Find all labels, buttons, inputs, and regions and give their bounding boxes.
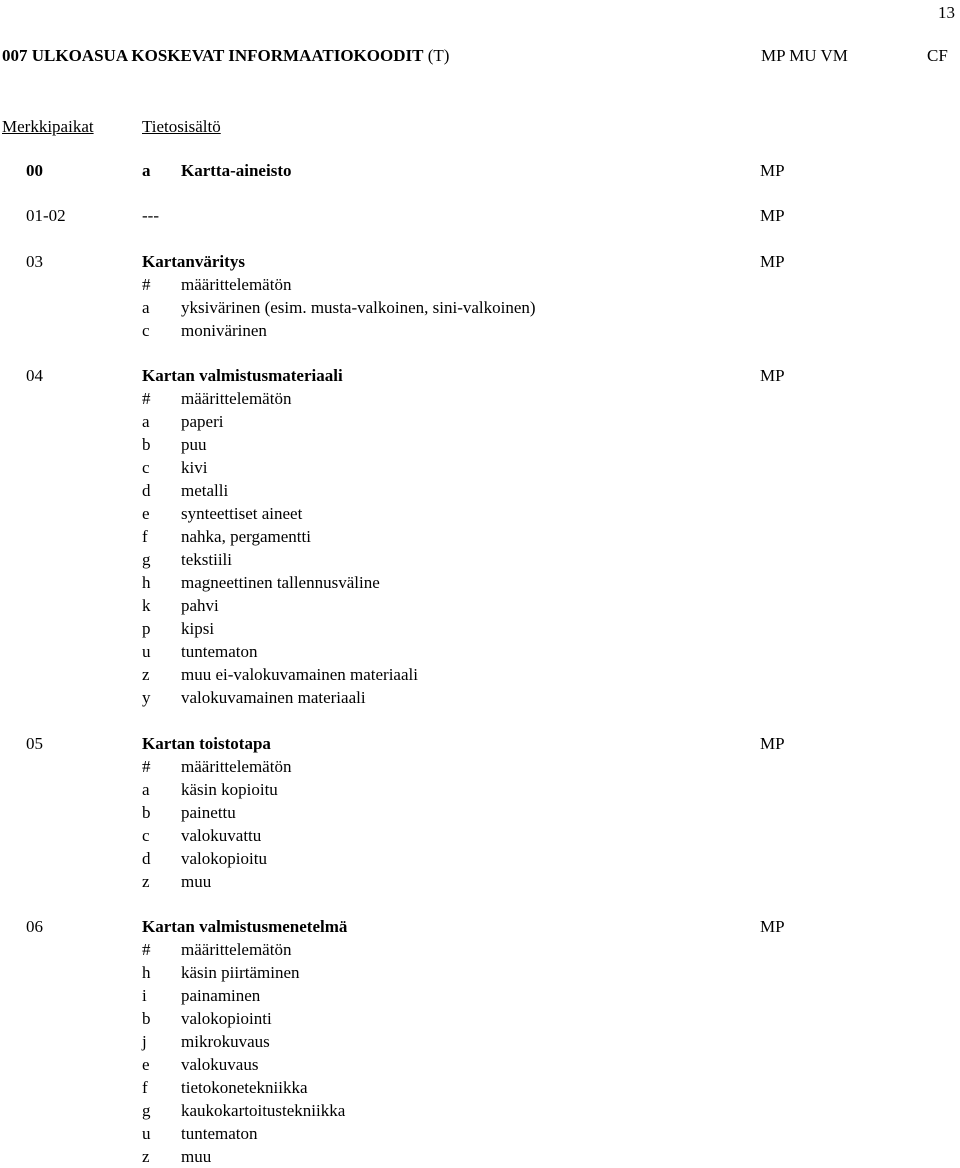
- code-description: yksivärinen (esim. musta-valkoinen, sini-valkoinen): [181, 298, 536, 317]
- code-row: [0, 1030, 960, 1053]
- code-description: magneettinen tallennusväline: [181, 573, 380, 592]
- code-value: c: [142, 826, 150, 845]
- code-value: y: [142, 688, 151, 707]
- format-columns: MP MU VM: [761, 46, 848, 65]
- position-05-block: [0, 732, 960, 893]
- code-description: nahka, pergamentti: [181, 527, 311, 546]
- code-description: muu: [181, 872, 212, 891]
- code-description: tuntematon: [181, 1124, 258, 1143]
- code-value: c: [142, 321, 150, 340]
- code-row: [0, 1053, 960, 1076]
- code-value: z: [142, 872, 150, 891]
- code-value: f: [142, 1078, 148, 1097]
- code-value: e: [142, 1055, 150, 1074]
- code-value: a: [142, 412, 150, 431]
- position-number: 06: [26, 917, 43, 936]
- position-text: Kartta-aineisto: [181, 161, 292, 180]
- page-number: 13: [938, 3, 955, 22]
- mp-label: MP: [760, 366, 785, 385]
- code-row: [0, 525, 960, 548]
- code-value: z: [142, 1147, 150, 1166]
- code-row: [0, 984, 960, 1007]
- code-value: k: [142, 596, 151, 615]
- code-row: [0, 594, 960, 617]
- section-heading: Kartan toistotapa: [142, 734, 271, 753]
- code-row: [0, 479, 960, 502]
- code-value: #: [142, 940, 151, 959]
- code-row: [0, 1099, 960, 1122]
- code-row: [0, 617, 960, 640]
- mp-label: MP: [760, 161, 785, 180]
- code-row: [0, 778, 960, 801]
- code-row: [0, 502, 960, 525]
- code-value: d: [142, 849, 151, 868]
- code-description: painaminen: [181, 986, 261, 1005]
- position-06-block: [0, 915, 960, 1168]
- code-value: #: [142, 757, 151, 776]
- code-row: [0, 1122, 960, 1145]
- code-row: [0, 686, 960, 709]
- position-row: [0, 159, 960, 182]
- code-description: kaukokartoitustekniikka: [181, 1101, 346, 1120]
- code-description: määrittelemätön: [181, 275, 292, 294]
- code-row: [0, 801, 960, 824]
- code-row: [0, 296, 960, 319]
- code-description: monivärinen: [181, 321, 267, 340]
- mp-label: MP: [760, 252, 785, 271]
- code-row: [0, 548, 960, 571]
- format-cf: CF: [927, 46, 948, 65]
- code-row: [0, 571, 960, 594]
- field-header: [2, 46, 952, 68]
- code-description: muu: [181, 1147, 212, 1166]
- code-value: g: [142, 550, 151, 569]
- position-04-block: [0, 364, 960, 709]
- code-row: [0, 870, 960, 893]
- code-row: [0, 938, 960, 961]
- code-row: [0, 961, 960, 984]
- code-row: [0, 1007, 960, 1030]
- position-number: 00: [26, 161, 43, 180]
- code-description: mikrokuvaus: [181, 1032, 270, 1051]
- code-value: b: [142, 435, 151, 454]
- section-heading: Kartan valmistusmenetelmä: [142, 917, 348, 936]
- section-heading: Kartan valmistusmateriaali: [142, 366, 343, 385]
- code-row: [0, 640, 960, 663]
- code-description: pahvi: [181, 596, 219, 615]
- code-row: [0, 433, 960, 456]
- position-code: a: [142, 161, 151, 180]
- code-value: a: [142, 780, 150, 799]
- code-value: p: [142, 619, 151, 638]
- code-description: tekstiili: [181, 550, 232, 569]
- mp-label: MP: [760, 734, 785, 753]
- code-row: [0, 273, 960, 296]
- code-value: h: [142, 573, 151, 592]
- code-row: [0, 755, 960, 778]
- code-description: valokuvattu: [181, 826, 262, 845]
- code-description: painettu: [181, 803, 236, 822]
- code-value: u: [142, 1124, 151, 1143]
- section-heading: Kartanväritys: [142, 252, 245, 271]
- code-description: tuntematon: [181, 642, 258, 661]
- code-value: a: [142, 298, 150, 317]
- code-row: [0, 456, 960, 479]
- field-title: [2, 46, 449, 66]
- code-value: h: [142, 963, 151, 982]
- position-0102-block: [0, 204, 960, 227]
- code-description: puu: [181, 435, 207, 454]
- code-description: valokuvaus: [181, 1055, 259, 1074]
- section-heading-row: [0, 732, 960, 755]
- code-row: [0, 1076, 960, 1099]
- section-heading-row: [0, 915, 960, 938]
- code-description: valokopioitu: [181, 849, 267, 868]
- column-header-positions: Merkkipaikat: [2, 117, 94, 136]
- code-value: b: [142, 1009, 151, 1028]
- position-code: ---: [142, 206, 159, 225]
- code-value: e: [142, 504, 150, 523]
- position-number: 01-02: [26, 206, 66, 225]
- code-row: [0, 824, 960, 847]
- position-03-block: [0, 250, 960, 342]
- code-value: c: [142, 458, 150, 477]
- code-description: määrittelemätön: [181, 757, 292, 776]
- section-heading-row: [0, 250, 960, 273]
- code-value: b: [142, 803, 151, 822]
- code-value: u: [142, 642, 151, 661]
- position-00-block: [0, 159, 960, 182]
- position-number: 04: [26, 366, 43, 385]
- code-description: kipsi: [181, 619, 215, 638]
- code-description: määrittelemätön: [181, 389, 292, 408]
- mp-label: MP: [760, 917, 785, 936]
- mp-label: MP: [760, 206, 785, 225]
- code-row: [0, 847, 960, 870]
- code-row: [0, 319, 960, 342]
- code-description: valokuvamainen materiaali: [181, 688, 366, 707]
- position-number: 03: [26, 252, 43, 271]
- code-description: metalli: [181, 481, 229, 500]
- code-description: synteettiset aineet: [181, 504, 303, 523]
- code-value: z: [142, 665, 150, 684]
- field-title-suffix: (T): [423, 46, 450, 65]
- code-description: määrittelemätön: [181, 940, 292, 959]
- code-value: #: [142, 275, 151, 294]
- position-row: [0, 204, 960, 227]
- code-value: f: [142, 527, 148, 546]
- code-description: muu ei-valokuvamainen materiaali: [181, 665, 418, 684]
- column-header-content: Tietosisältö: [142, 117, 221, 136]
- code-row: [0, 410, 960, 433]
- code-description: käsin kopioitu: [181, 780, 278, 799]
- code-value: j: [142, 1032, 147, 1051]
- code-description: käsin piirtäminen: [181, 963, 300, 982]
- code-description: tietokonetekniikka: [181, 1078, 308, 1097]
- code-value: d: [142, 481, 151, 500]
- position-number: 05: [26, 734, 43, 753]
- code-description: valokopiointi: [181, 1009, 272, 1028]
- code-description: paperi: [181, 412, 224, 431]
- section-heading-row: [0, 364, 960, 387]
- code-value: g: [142, 1101, 151, 1120]
- code-description: kivi: [181, 458, 208, 477]
- code-row: [0, 387, 960, 410]
- code-value: #: [142, 389, 151, 408]
- code-row: [0, 663, 960, 686]
- code-value: i: [142, 986, 147, 1005]
- field-title-main: 007 ULKOASUA KOSKEVAT INFORMAATIOKOODIT: [2, 46, 424, 65]
